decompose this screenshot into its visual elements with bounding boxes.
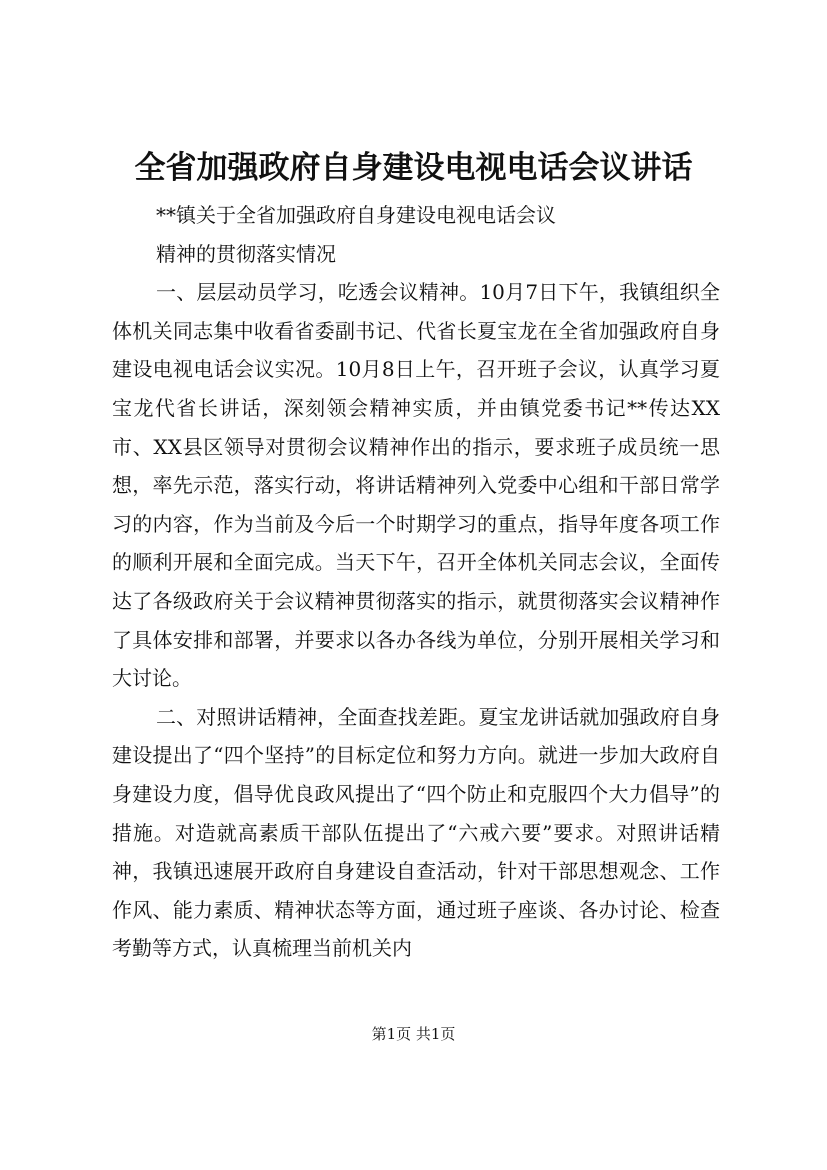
document-title: 全省加强政府自身建设电视电话会议讲话 xyxy=(134,150,693,186)
subtitle-line-2: 精神的贯彻落实情况 xyxy=(156,241,336,266)
paragraph-1: 一、层层动员学习，吃透会议精神。10月7日下午，我镇组织全体机关同志集中收看省委副书记、代省长夏宝龙在全省加强政府自身建设电视电话会议实况。10月8日上午，召开班子会议，认真学习夏宝龙代省长讲话，深刻领会精神实质，并由镇党委书记**传达XX市、XX县区领导对贯彻会议精神作出的指示，要求班子成员统一思想，率先示范，落实行动，将讲话精神列入党委中心组和干部日常学习的内容，作为当前及今后一个时期学习的重点，指导年度各项工作的顺利开展和全面完成。当天下午，召开全体机关同志会议，全面传达了各级政府关于会议精神贯彻落实的指示，就贯彻落实会议精神作了具体安排和部署，并要求以各办各线为单位，分别开展相关学习和大讨论。 xyxy=(112,280,720,691)
page-footer: 第1页 共1页 xyxy=(371,1025,456,1043)
subtitle-line-1: **镇关于全省加强政府自身建设电视电话会议 xyxy=(156,203,556,227)
paragraph-2: 二、对照讲话精神，全面查找差距。夏宝龙讲话就加强政府自身建设提出了“四个坚持”的目标定位和努力方向。就进一步加大政府自身建设力度，倡导优良政风提出了“四个防止和克服四个大力倡导”的措施。对造就高素质干部队伍提出了“六戒六要”要求。对照讲话精神，我镇迅速展开政府自身建设自查活动，针对干部思想观念、工作作风、能力素质、精神状态等方面，通过班子座谈、各办讨论、检查考勤等方式，认真梳理当前机关内 xyxy=(112,704,720,961)
document-body xyxy=(112,196,720,968)
